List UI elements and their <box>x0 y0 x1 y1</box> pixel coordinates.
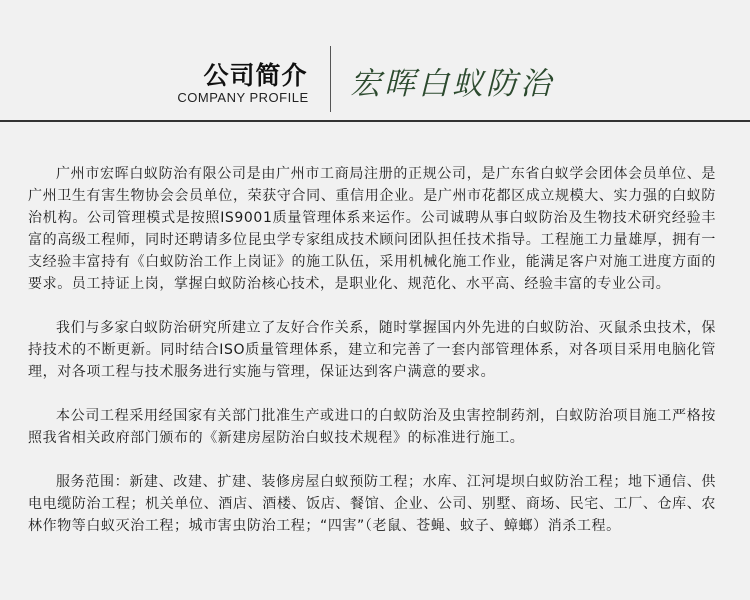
cooperation-paragraph: 我们与多家白蚁防治研究所建立了友好合作关系，随时掌握国内外先进的白蚁防治、灭鼠杀虫技术，保持技术的不断更新。同时结合ISO质量管理体系，建立和完善了一套内部管理体系，对各项目采用电脑化管理，对各项工程与技术服务进行实施与管理，保证达到客户满意的要求。 <box>28 320 716 380</box>
profile-header <box>0 0 750 125</box>
section-title: 公司简介 <box>203 61 308 90</box>
section-subtitle: COMPANY PROFILE <box>177 90 309 105</box>
standards-paragraph: 本公司工程采用经国家有关部门批准生产或进口的白蚁防治及虫害控制药剂，白蚁防治项目施工严格按照我省相关政府部门颁布的《新建房屋防治白蚁技术规程》的标准进行施工。 <box>28 408 716 446</box>
header-rule <box>0 120 750 122</box>
intro-paragraph: 广州市宏晖白蚁防治有限公司是由广州市工商局注册的正规公司，是广东省白蚁学会团体会员单位、是广州卫生有害生物协会会员单位，荣获守合同、重信用企业。是广州市花都区成立规模大、实力强的白蚁防治机构。公司管理模式是按照IS9001质量管理体系来运作。公司诚聘从事白蚁防治及生物技术研究经验丰富的高级工程师，同时还聘请多位昆虫学专家组成技术顾问团队担任技术指导。工程施工力量雄厚，拥有一支经验丰富持有《白蚁防治工作上岗证》的施工队伍，采用机械化施工作业，能满足客户对施工进度方面的要求。员工持证上岗，掌握白蚁防治核心技术，是职业化、规范化、水平高、经验丰富的专业公司。 <box>28 166 716 292</box>
title-divider <box>330 46 331 112</box>
profile-body <box>28 163 716 559</box>
company-name: 宏晖白蚁防治 <box>350 66 554 102</box>
service-scope-paragraph: 服务范围：新建、改建、扩建、装修房屋白蚁预防工程；水库、江河堤坝白蚁防治工程；地下通信、供电电缆防治工程；机关单位、酒店、酒楼、饭店、餐馆、企业、公司、别墅、商场、民宅、工厂、仓库、农林作物等白蚁灭治工程；城市害虫防治工程；“四害”（老鼠、苍蝇、蚊子、蟑螂）消杀工程。 <box>28 474 716 534</box>
